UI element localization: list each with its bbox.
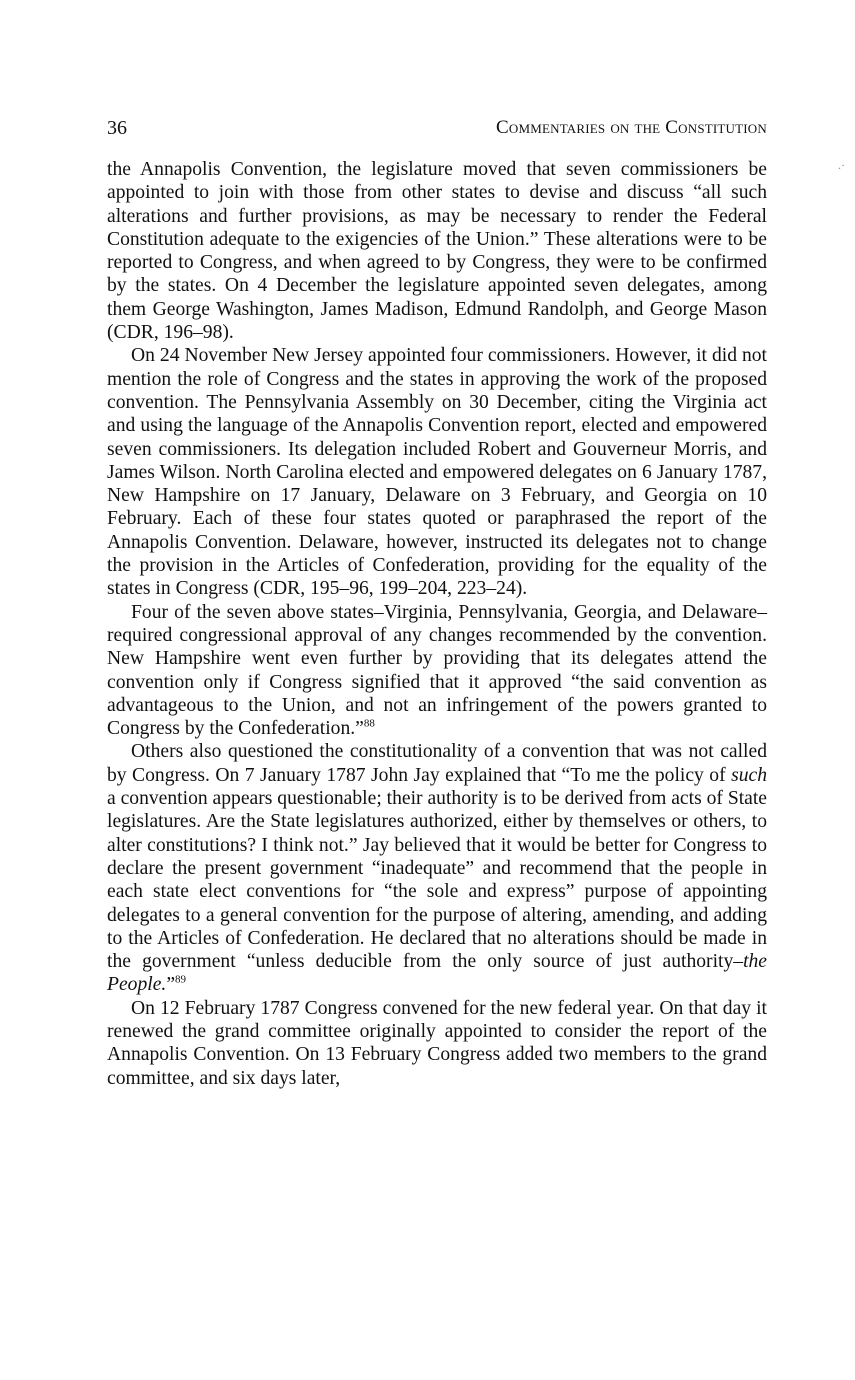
emphasis-text: such [731, 764, 767, 786]
page-number: 36 [107, 117, 127, 139]
footnote-ref: 89 [175, 973, 187, 986]
footnote-ref: 88 [363, 717, 375, 730]
paragraph [107, 997, 767, 1090]
paragraph [107, 158, 767, 344]
paragraph [107, 601, 767, 741]
paragraph-text: the Annapolis Convention, the legislature moved that seven commissioners be appointed to join with those from other states to devise and discuss “all such alterations and further provisions, as may be necessary to render the Federal Constitution adequate to the exigencies of the Union.” These alterations were to be reported to Congress, and when agreed to by Congress, they were to be confirmed by the states. On 4 December the legislature appointed seven delegates, among them George Washington, James Madison, Edmund Randolph, and George Mason (CDR, 196–98). [107, 159, 767, 344]
paragraph-text: Others also questioned the constitutionality of a convention that was not called by Congress. On 7 January 1787 John Jay explained that “To me the policy of [107, 741, 767, 786]
paragraph-text: On 24 November New Jersey appointed four commissioners. However, it did not mention the role of Congress and the states in approving the work of the proposed convention. The Pennsylvania Assembly on 30 December, citing the Virginia act and using the language of the Annapolis Convention report, elected and empowered seven commissioners. Its delegation included Robert and Gouverneur Morris, and James Wilson. North Carolina elected and empowered delegates on 6 January 1787, New Hampshire on 17 January, Delaware on 3 February, and Georgia on 10 February. Each of these four states quoted or paraphrased the report of the Annapolis Convention. Delaware, however, instructed its delegates not to change the provision in the Articles of Confederation, providing for the equality of the states in Congress (CDR, 195–96, 199–204, 223–24). [107, 345, 767, 600]
paragraph-text: Four of the seven above states–Virginia, Pennsylvania, Georgia, and Delaware–required congressional approval of any changes recommended by the convention. New Hampshire went even further by providing that its delegates attend the convention only if Congress signified that it approved “the said convention as advantageous to the Union, and not an infringement of the powers granted to Congress by the Confederation.” [107, 601, 767, 740]
paragraph [107, 344, 767, 600]
page-header [107, 116, 767, 140]
paragraph-text: On 12 February 1787 Congress convened for the new federal year. On that day it renewed the grand committee originally appointed to consider the report of the Annapolis Convention. On 13 February Congress added two members to the grand committee, and six days later, [107, 997, 767, 1089]
paragraph [107, 740, 767, 996]
running-head: Commentaries on the Constitution [496, 117, 767, 138]
closing-quote: ” [166, 974, 176, 996]
paragraph-text: a convention appears questionable; their authority is to be derived from acts of State legislatures. Are the State legislatures authorized, either by themselves or others, to alter constitutions? I think not.” Jay believed that it would be better for Congress to declare the present government “inadequate” and recommend that the people in each state elect conventions for “the sole and express” purpose of appointing delegates to a general convention for the purpose of altering, amending, and adding to the Articles of Confederation. He declared that no alterations should be made in the government “unless deducible from the only source of just authority– [107, 788, 767, 973]
body-text [107, 158, 767, 1090]
margin-speck: .· [838, 158, 845, 172]
emphasis-text: the People. [107, 951, 767, 996]
